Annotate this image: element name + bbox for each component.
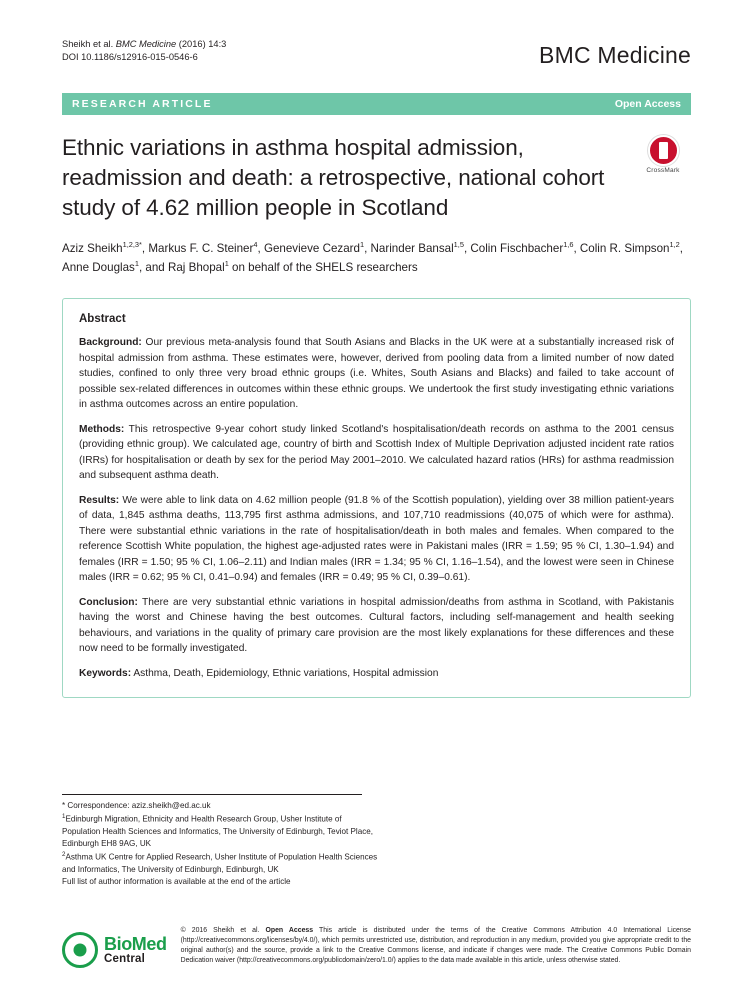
author-list: Aziz Sheikh$^{1,2,3*}$, Markus F. C. Steiner$^4$, Genevieve Cezard$^1$, Narinder Bansal$^{1,5}$, Colin Fischbacher$^{1,6}$, Colin R. Simpson$^{1,2}$, Anne Douglas$^1$, and Raj Bhopal$^1$ on behalf of the SHELS researchers	[62, 239, 683, 275]
affiliation-2-text: Asthma UK Centre for Applied Research, Usher Institute of Population Health Sciences and Informatics, The University of Edinburgh, Edinburgh, UK	[62, 852, 378, 874]
citation-block	[62, 38, 226, 65]
footnotes	[62, 794, 382, 888]
abstract-heading: Abstract	[79, 313, 126, 326]
affiliation-1	[62, 812, 382, 850]
crossmark-icon	[648, 135, 679, 166]
article-type-banner	[62, 93, 691, 115]
license-body: This article is distributed under the terms of the Creative Commons Attribution 4.0 International License (http://creativecommons.org/licenses/by/4.0/), which permits unrestricted use, distribution, and reproduction in any medium, provided you give appropriate credit to the original author(s) and the source, provide a link to the Creative Commons license, and indicate if changes were made. The Creative Commons Public Domain Dedication waiver (http://creativecommons.org/publicdomain/zero/1.0/) applies to the data made available in this article, unless otherwise stated.	[180, 927, 692, 964]
biomed-logo-bottom: Central	[104, 952, 146, 965]
page-header	[62, 0, 691, 69]
abstract-section-label: Results:	[79, 494, 120, 506]
license-copyright: © 2016 Sheikh et al.	[180, 927, 266, 934]
abstract-section-label: Methods:	[79, 423, 125, 435]
abstract-section-text: Asthma, Death, Epidemiology, Ethnic variations, Hospital admission	[131, 667, 439, 679]
citation-suffix: (2016) 14:3	[176, 39, 227, 49]
citation-line-1	[62, 38, 226, 51]
abstract-paragraph	[79, 595, 674, 657]
abstract-section-label: Background:	[79, 337, 142, 349]
footnote-divider	[62, 794, 362, 795]
biomed-wordmark	[104, 935, 167, 966]
biomed-circle-icon	[62, 932, 98, 968]
journal-logo: BMC Medicine	[539, 42, 691, 68]
abstract-section-label: Conclusion:	[79, 596, 138, 608]
abstract-section-text: There are very substantial ethnic variations in hospital admission/deaths from asthma in Scotland, with Pakistanis having the worst and Chinese having the best outcomes. Cultural factors, including self-management and health seeking behaviours, and variations in the quality of primary care provision are the most likely explanations for these differences and these now need to be formally investigated.	[79, 596, 674, 655]
abstract-section-text: Our previous meta-analysis found that South Asians and Blacks in the UK were at a substantially increased risk of hospital admission from asthma. These estimates were, however, derived from pooling data from a limited number of now dated studies, confined to only three very broad ethnic groups (i.e. Whites, South Asians and Blacks) and failed to take account of possible sex-related differences in outcomes within these ethnic groups. We undertook the first study investigating ethnic variations in asthma outcomes across an entire population.	[79, 337, 674, 411]
article-type-label: RESEARCH ARTICLE	[72, 98, 213, 110]
open-access-label: Open Access	[614, 98, 681, 110]
affiliation-2-marker: 2	[62, 850, 66, 858]
affiliation-2	[62, 850, 382, 876]
correspondence-line	[62, 800, 382, 812]
abstract-section-text: We were able to link data on 4.62 million people (91.8 % of the Scottish population), yielding over 38 million patient-years of data, 1,845 asthma deaths, 113,795 first asthma admissions, and 107,710 readmissions (40,075 of which were for asthma). There were substantial ethnic variations in the rate of hospitalisation/death in both males and females. When compared to the reference Scottish White population, the highest age-adjusted rates were in Pakistani males (IRR = 1.59; 95 % CI, 1.30–1.94) and females (IRR = 1.50; 95 % CI, 1.06–2.11) and Indian males (IRR = 1.34; 95 % CI, 1.16–1.54), and the lowest were seen in Chinese males (IRR = 0.62; 95 % CI, 0.41–0.94) and females (IRR = 0.49; 95 % CI, 0.39–0.61).	[79, 494, 674, 584]
correspondence-label: * Correspondence:	[62, 800, 132, 810]
publisher-footer	[62, 926, 691, 968]
biomed-logo-top: BioMed	[104, 933, 167, 954]
affiliation-1-text: Edinburgh Migration, Ethnicity and Health Research Group, Usher Institute of Population Health Sciences and Informatics, The University of Edinburgh, Teviot Place, Edinburgh EH8 9AG, UK	[62, 814, 374, 848]
crossmark-label: CrossMark	[646, 167, 680, 174]
abstract-paragraph	[79, 422, 674, 484]
abstract-paragraph	[79, 666, 674, 682]
citation-prefix: Sheikh et al.	[62, 39, 116, 49]
abstract-paragraph	[79, 493, 674, 586]
affiliation-1-marker: 1	[62, 812, 66, 820]
license-text	[181, 926, 691, 966]
citation-doi: DOI 10.1186/s12916-015-0546-6	[62, 52, 198, 63]
biomed-central-logo	[62, 926, 167, 968]
author-info-note: Full list of author information is available at the end of the article	[62, 876, 291, 886]
abstract-section	[62, 298, 691, 698]
abstract-section-label: Keywords:	[79, 667, 132, 679]
abstract-section-text: This retrospective 9-year cohort study linked Scotland's hospitalisation/death records on asthma to the 2001 census (providing ethnic group). We calculated age, country of birth and Scottish Index of Multiple Deprivation adjusted incident rate ratios (IRRs) for hospitalisation or death by sex for the period May 2001–2010. We calculated hazard ratios (HRs) for asthma readmission and subsequent asthma death.	[79, 423, 674, 482]
crossmark-badge[interactable]	[635, 133, 691, 174]
license-openaccess: Open Access	[265, 927, 314, 934]
abstract-paragraph	[79, 335, 674, 413]
correspondence-email[interactable]: aziz.sheikh@ed.ac.uk	[131, 800, 211, 810]
page-title: Ethnic variations in asthma hospital admission, readmission and death: a retrospective, national cohort study of 4.62 million people in Scotland	[62, 135, 605, 220]
citation-journal: BMC Medicine	[115, 39, 177, 49]
title-row	[62, 133, 691, 223]
abstract-body	[79, 335, 674, 681]
